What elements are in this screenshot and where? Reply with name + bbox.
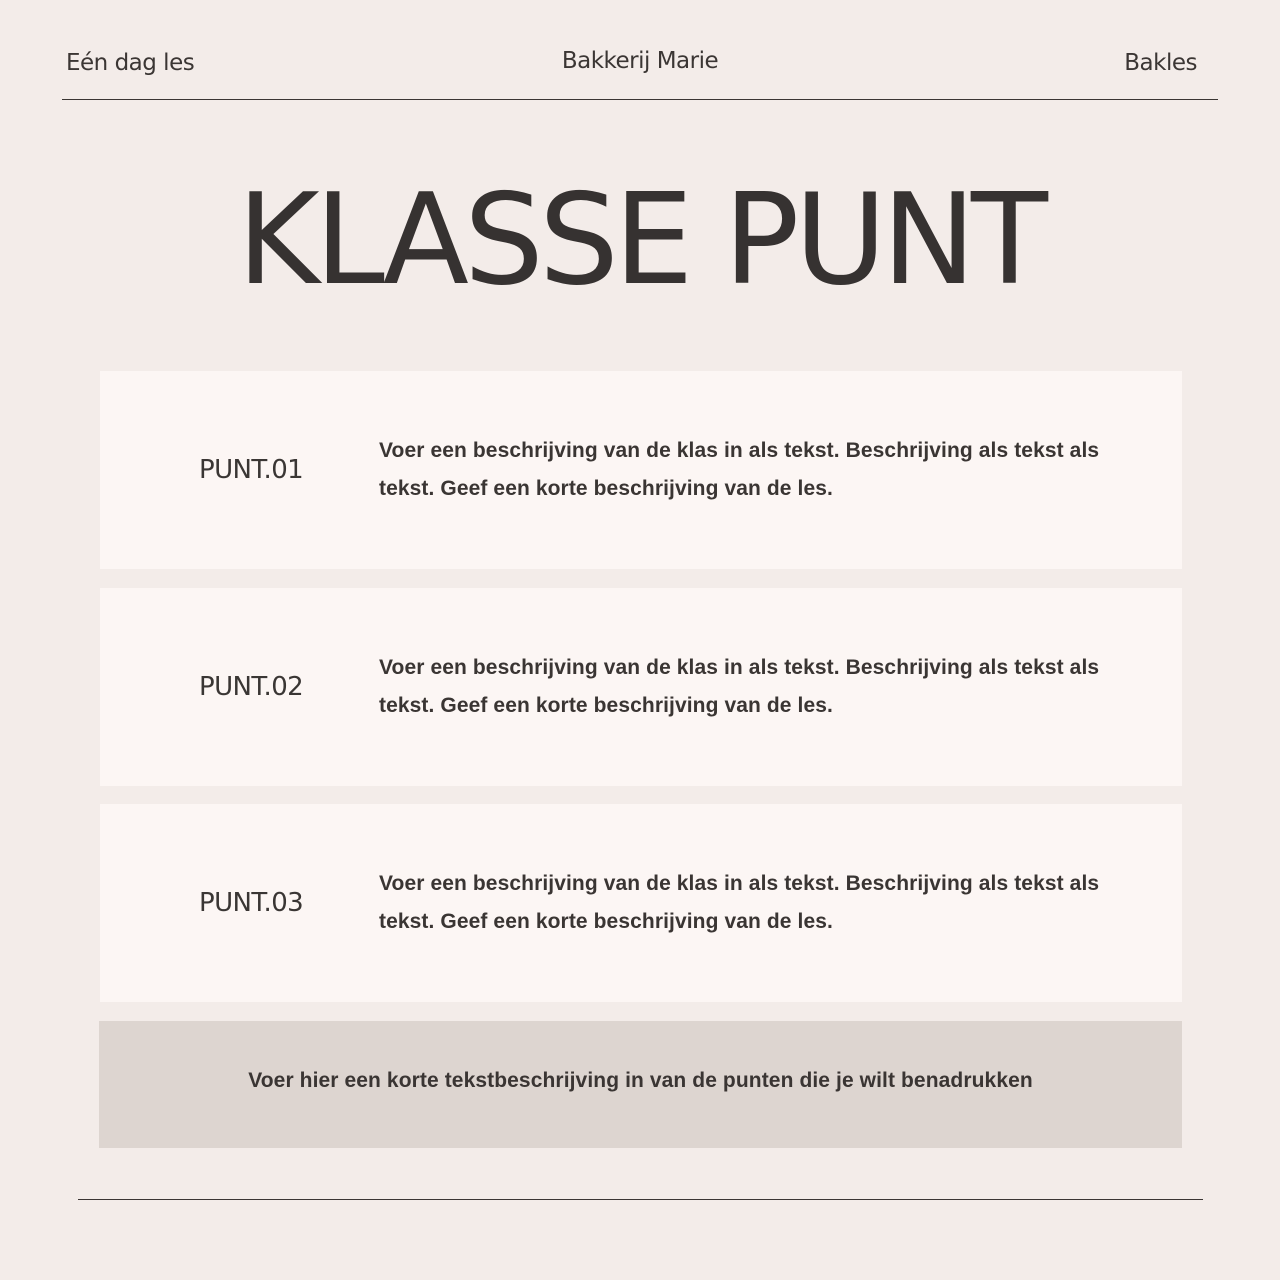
point-label: PUNT.01 xyxy=(199,455,304,485)
point-description: Voer een beschrijving van de klas in als tekst. Beschrijving als tekst als tekst. Geef een korte beschrijving van de les. xyxy=(379,439,1100,500)
point-card-3 xyxy=(100,804,1182,1002)
header-left-label: Eén dag les xyxy=(66,50,195,76)
page-header xyxy=(62,0,1218,100)
point-description: Voer een beschrijving van de klas in als tekst. Beschrijving als tekst als tekst. Geef een korte beschrijving van de les. xyxy=(379,872,1100,933)
point-card-2 xyxy=(100,588,1182,786)
brand-name: Bakkerij Marie xyxy=(561,48,719,74)
highlight-box xyxy=(99,1021,1182,1148)
footer-divider xyxy=(78,1199,1203,1200)
header-right-label: Bakles xyxy=(1124,50,1197,76)
point-description: Voer een beschrijving van de klas in als tekst. Beschrijving als tekst als tekst. Geef een korte beschrijving van de les. xyxy=(379,656,1100,717)
point-label: PUNT.02 xyxy=(199,672,304,702)
point-label: PUNT.03 xyxy=(199,888,304,918)
highlight-text: Voer hier een korte tekstbeschrijving in van de punten die je wilt benadrukken xyxy=(248,1069,1033,1092)
point-card-1 xyxy=(100,371,1182,569)
page-title: KLASSE PUNT xyxy=(237,166,1043,313)
